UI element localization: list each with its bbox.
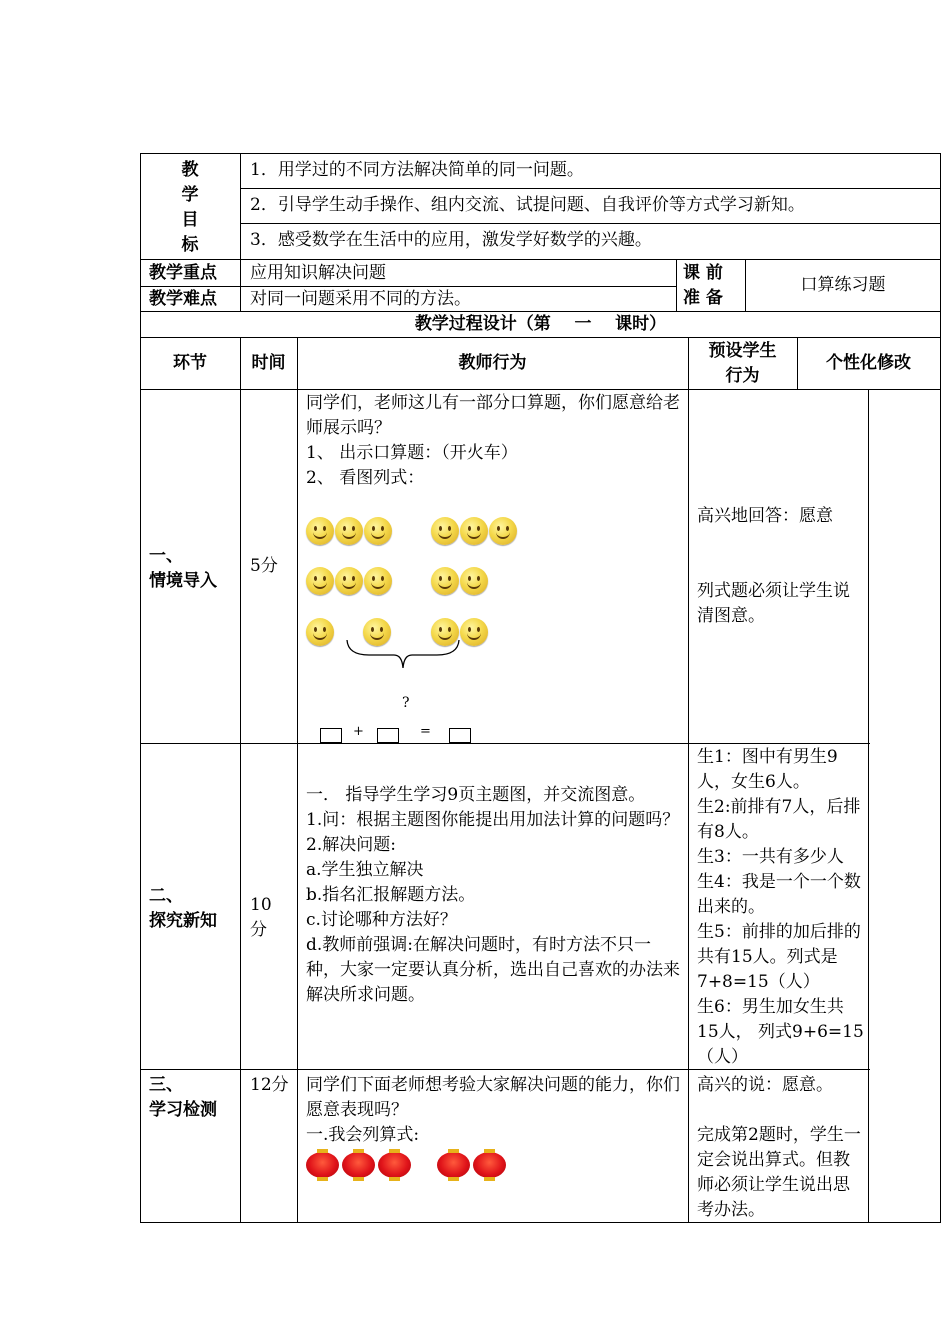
prep-label-left-divider	[676, 259, 677, 311]
row1-time: 5分	[250, 556, 278, 576]
header-modify: 个性化修改	[826, 353, 911, 373]
teacher-col-divider	[688, 337, 689, 1223]
header-time: 时间	[251, 353, 286, 373]
row3-teacher: 同学们下面老师想考验大家解决问题的能力，你们愿意表现吗？ 一.我会列算式:	[306, 1075, 680, 1145]
smiley-icon	[306, 618, 334, 646]
lantern-icon	[378, 1152, 411, 1178]
figure-plus: +	[353, 724, 364, 739]
answer-box	[377, 728, 399, 743]
smiley-icon	[364, 567, 392, 595]
key-point-value: 应用知识解决问题	[250, 263, 386, 283]
process-title: 教学过程设计（第 一 课时）	[414, 314, 667, 334]
smiley-icon	[431, 517, 459, 545]
smiley-icon	[335, 567, 363, 595]
lantern-icon	[473, 1152, 506, 1178]
row3-student: 高兴的说：愿意。 完成第2题时，学生一定会说出算式。但教师必须让学生说出思考办法。	[697, 1075, 861, 1220]
smiley-icon	[364, 517, 392, 545]
figure-question-mark: ?	[402, 695, 410, 711]
curly-brace-icon	[344, 638, 462, 680]
row1-student: 高兴地回答：愿意 列式题必须让学生说清图意。	[697, 506, 850, 626]
goals-label-divider	[240, 153, 241, 311]
header-section: 环节	[173, 353, 207, 373]
process-title-bottom-border	[140, 337, 941, 338]
row3-section: 三、 学习检测	[149, 1075, 217, 1120]
goals-label: 教 学 目 标	[181, 160, 199, 255]
header-student: 预设学生 行为	[708, 341, 777, 386]
goal-divider-1	[240, 188, 941, 189]
row2-section: 二、 探究新知	[149, 886, 217, 931]
header-teacher: 教师行为	[458, 353, 527, 373]
row2-teacher: 一． 指导学生学习9页主题图，并交流图意。 1.问：根据主题图你能提出用加法计算的问题吗？ 2.解决问题: a.学生独立解决 b.指名汇报解题方法。 c.讨论哪种方法好？ d.教师前强调:在解决问题时，有时方法不只一种，大家一定要认真分析，选出自己喜欢的办法来解决所求问题。	[306, 785, 680, 1005]
goal-item-3: 3．感受数学在生活中的应用，激发学好数学的兴趣。	[250, 230, 652, 250]
difficulty-value: 对同一问题采用不同的方法。	[250, 289, 471, 309]
smiley-icon	[306, 567, 334, 595]
lantern-icon	[342, 1152, 375, 1178]
answer-box	[320, 728, 342, 743]
row3-time: 12分	[250, 1075, 289, 1095]
table-right-border-bottom	[940, 389, 941, 1223]
student-col-divider	[868, 389, 869, 1223]
goal-divider-2	[240, 223, 941, 224]
prep-label: 课 前 准 备	[683, 263, 723, 308]
smiley-icon	[460, 567, 488, 595]
time-col-divider	[297, 337, 298, 1223]
difficulty-label: 教学难点	[149, 289, 217, 309]
header-bottom-border	[140, 389, 941, 390]
lantern-icon	[306, 1152, 339, 1178]
goals-bottom-border	[140, 259, 941, 260]
smiley-icon	[460, 517, 488, 545]
lantern-icon	[437, 1152, 470, 1178]
row2-student: 生1：图中有男生9人，女生6人。 生2:前排有7人，后排有8人。 生3：一共有多少人 生4：我是一个一个数出来的。 生5：前排的加后排的共有15人。列式是7+8=15（人） 生6：男生加女生共15人， 列式9+6=15（人）	[697, 747, 864, 1067]
goal-item-1: 1．用学过的不同方法解决简单的同一问题。	[250, 160, 584, 180]
table-right-border-top	[940, 153, 941, 390]
smiley-figure	[300, 510, 680, 742]
lantern-figure	[304, 1150, 524, 1182]
row1-bottom-border	[140, 743, 870, 744]
table-top-border	[140, 153, 941, 154]
figure-equals: =	[420, 724, 431, 739]
answer-box	[449, 728, 471, 743]
smiley-icon	[306, 517, 334, 545]
smiley-icon	[460, 618, 488, 646]
row1-section: 一、 情境导入	[149, 546, 217, 591]
row1-teacher: 同学们，老师这儿有一部分口算题，你们愿意给老师展示吗？ 1、 出示口算题：（开火车） 2、 看图列式：	[306, 393, 680, 488]
prep-value: 口算练习题	[800, 275, 886, 295]
smiley-icon	[431, 567, 459, 595]
row2-time: 10 分	[250, 895, 272, 940]
smiley-icon	[335, 517, 363, 545]
section-col-divider	[240, 337, 241, 1223]
goal-item-2: 2．引导学生动手操作、组内交流、试提问题、自我评价等方式学习新知。	[250, 195, 805, 215]
smiley-icon	[489, 517, 517, 545]
key-point-label: 教学重点	[149, 263, 217, 283]
